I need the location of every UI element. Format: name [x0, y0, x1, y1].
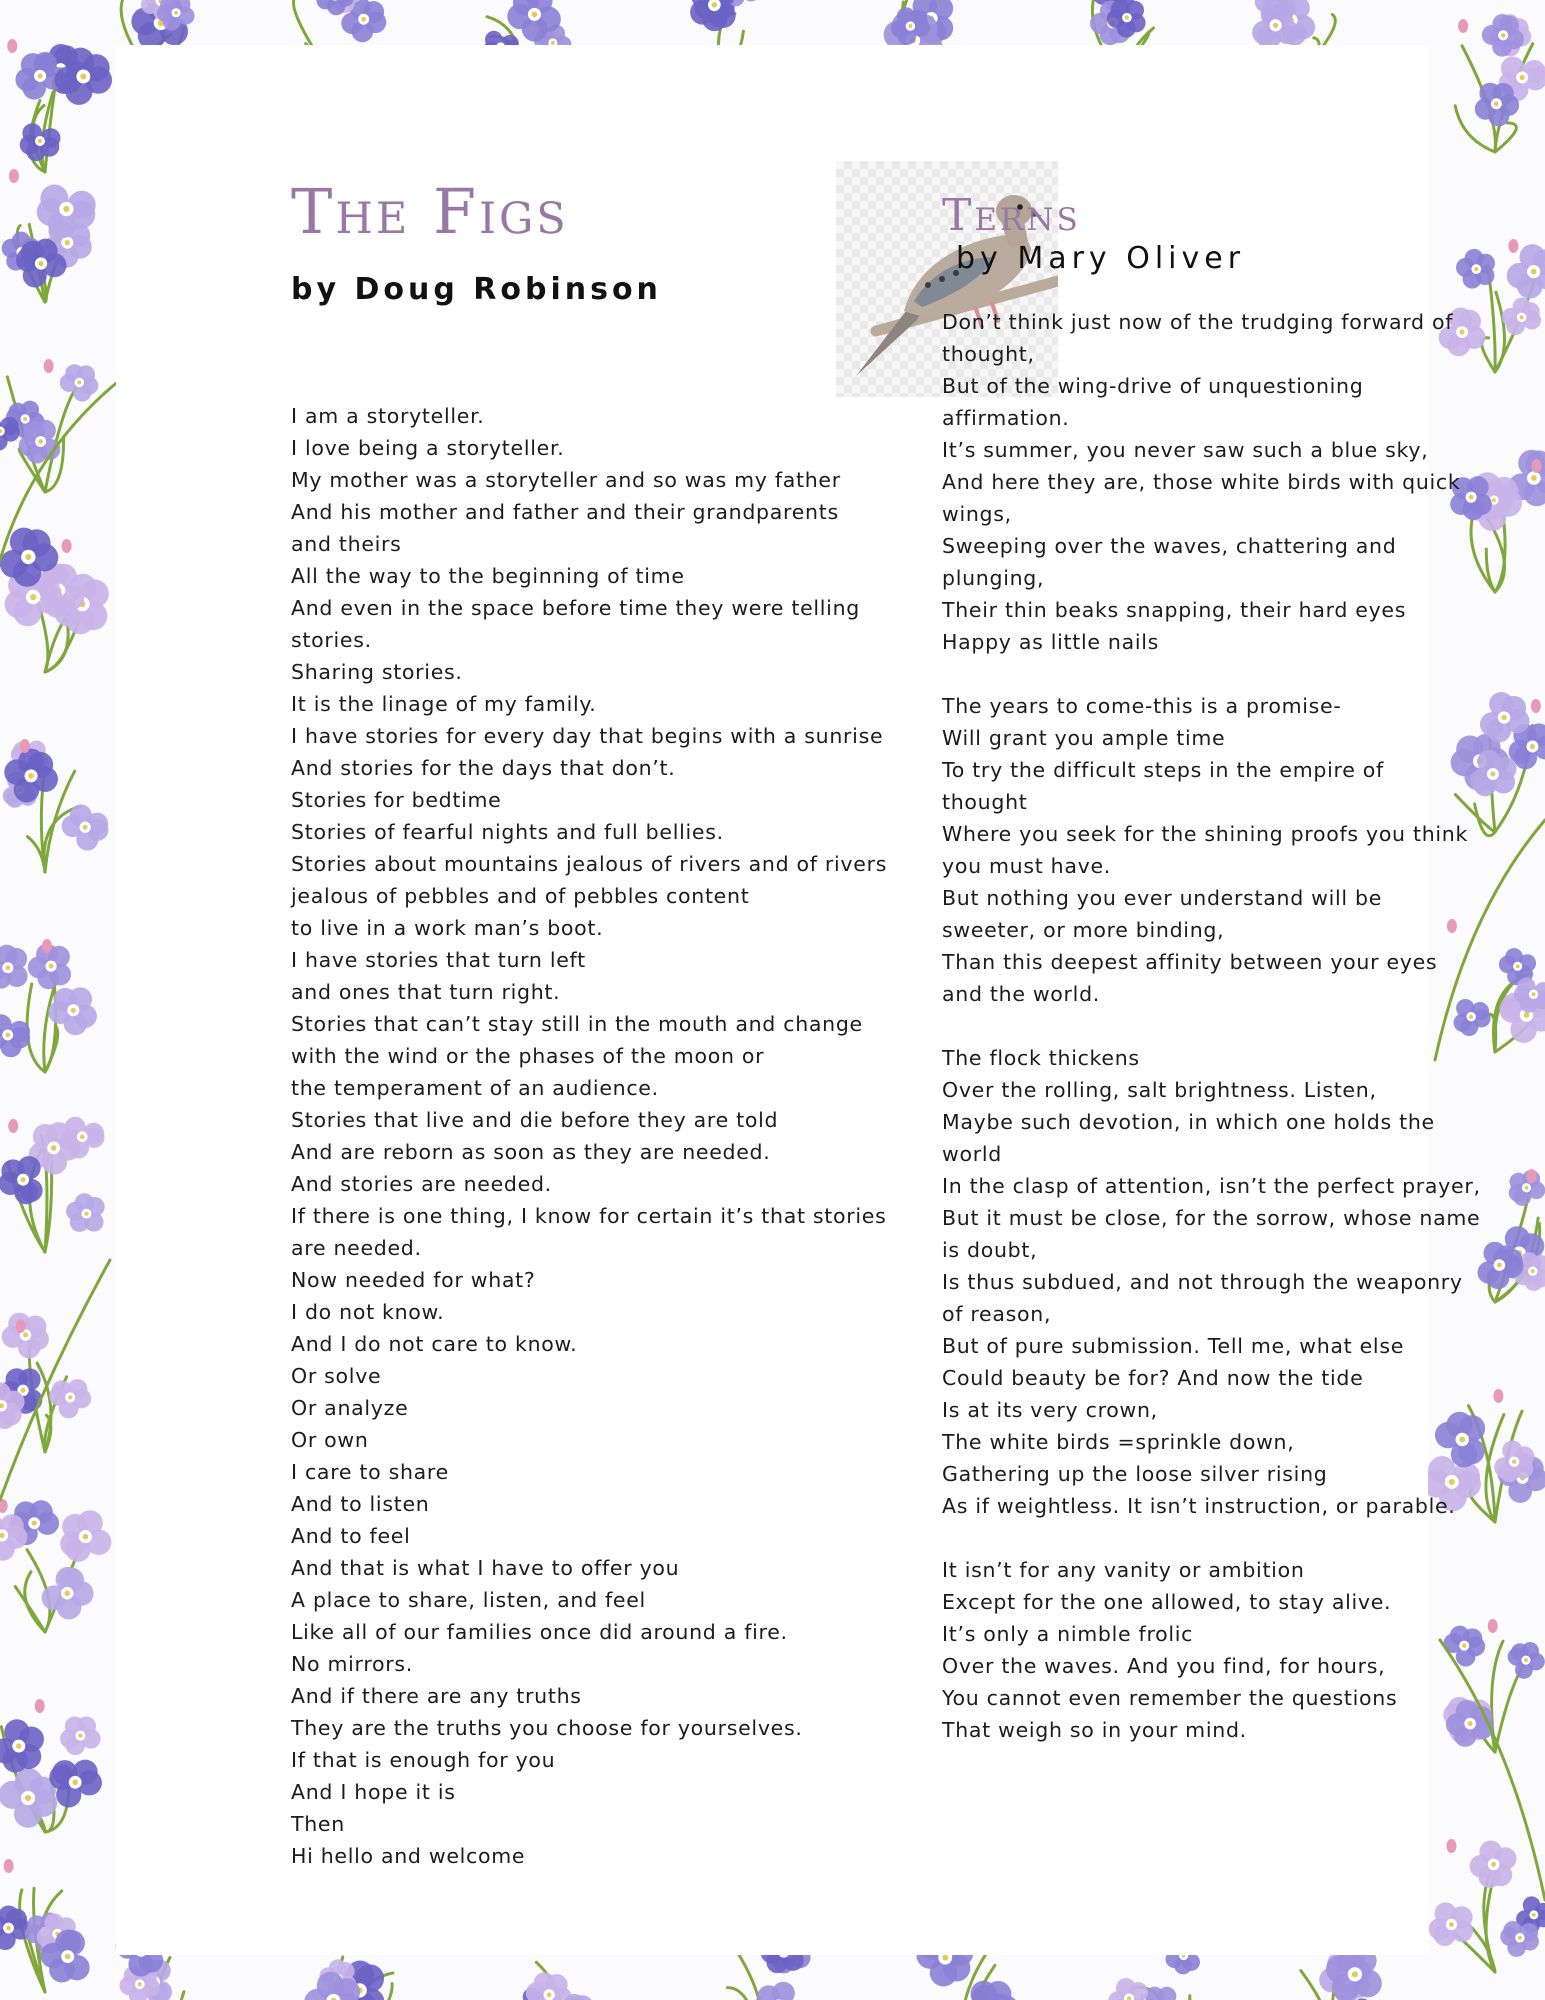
poem-line: Stories for bedtime [291, 788, 502, 812]
poem-line: Is at its very crown, [942, 1398, 1158, 1422]
poem-line: To try the difficult steps in the empire of [942, 758, 1384, 782]
poem-line: Their thin beaks snapping, their hard eyes [942, 598, 1407, 622]
poem-line: Stories about mountains jealous of rivers and of rivers [291, 852, 888, 876]
poem-line: The flock thickens [942, 1046, 1140, 1070]
poem-line: It’s summer, you never saw such a blue sky, [942, 438, 1429, 462]
poem-line: No mirrors. [291, 1652, 413, 1676]
poem-line: And I hope it is [291, 1780, 456, 1804]
poem-line: They are the truths you choose for yourselves. [291, 1716, 803, 1740]
poem-line: Stories that can’t stay still in the mouth and change [291, 1012, 863, 1036]
poem-author: by Mary Oliver [956, 241, 1246, 276]
poem-line: Or analyze [291, 1396, 409, 1420]
poem-line: But of the wing-drive of unquestioning [942, 374, 1364, 398]
poem-line: wings, [942, 502, 1012, 526]
poem-line: It is the linage of my family. [291, 692, 597, 716]
poem-line: Could beauty be for? And now the tide [942, 1366, 1364, 1390]
poem-line: you must have. [942, 854, 1111, 878]
poem-line: thought [942, 790, 1028, 814]
poem-line: thought, [942, 342, 1035, 366]
poem-line: Over the rolling, salt brightness. Listen, [942, 1078, 1377, 1102]
poem-line: All the way to the beginning of time [291, 564, 685, 588]
poem-line: Over the waves. And you find, for hours, [942, 1654, 1386, 1678]
poem-line: And stories are needed. [291, 1172, 552, 1196]
poem-line: jealous of pebbles and of pebbles content [291, 884, 750, 908]
poem-line: and theirs [291, 532, 402, 556]
poem-line: Will grant you ample time [942, 726, 1226, 750]
poem-line: I have stories for every day that begins with a sunrise [291, 724, 884, 748]
poem-line: Or solve [291, 1364, 382, 1388]
poem-stanza [942, 1042, 1481, 1522]
poem-line: Where you seek for the shining proofs you think [942, 822, 1469, 846]
poem-line: Sharing stories. [291, 660, 463, 684]
poem-line: And are reborn as soon as they are needed. [291, 1140, 771, 1164]
poem-line: Gathering up the loose silver rising [942, 1462, 1328, 1486]
poem-line: and the world. [942, 982, 1101, 1006]
poem-line: It isn’t for any vanity or ambition [942, 1558, 1305, 1582]
poem-line: sweeter, or more binding, [942, 918, 1225, 942]
poem-title: Terns [942, 190, 1081, 241]
poem-line: That weigh so in your mind. [942, 1718, 1247, 1742]
poem-line: And to listen [291, 1492, 430, 1516]
poem-line: and ones that turn right. [291, 980, 561, 1004]
poem-line: If there is one thing, I know for certain it’s that stories [291, 1204, 887, 1228]
poem-stanza [942, 306, 1481, 658]
poem-line: Than this deepest affinity between your eyes [942, 950, 1438, 974]
poem-line: As if weightless. It isn’t instruction, or parable. [942, 1494, 1456, 1518]
poem-line: And to feel [291, 1524, 411, 1548]
poem-line: But of pure submission. Tell me, what else [942, 1334, 1405, 1358]
poem-line: I am a storyteller. [291, 404, 485, 428]
poem-line: But it must be close, for the sorrow, whose name [942, 1206, 1481, 1230]
poem-line: The white birds =sprinkle down, [942, 1430, 1295, 1454]
poem-line: I have stories that turn left [291, 948, 586, 972]
poem-line: stories. [291, 628, 372, 652]
poem-line: Except for the one allowed, to stay alive. [942, 1590, 1392, 1614]
poem-line: plunging, [942, 566, 1045, 590]
poem-line: is doubt, [942, 1238, 1038, 1262]
poem-line: Maybe such devotion, in which one holds the [942, 1110, 1435, 1134]
poem-line: Sweeping over the waves, chattering and [942, 534, 1397, 558]
poem-line: The years to come-this is a promise- [942, 694, 1342, 718]
poem-body [942, 306, 1481, 1746]
poem-author: by Doug Robinson [291, 272, 662, 307]
poem-line: But nothing you ever understand will be [942, 886, 1383, 910]
poem-line: I do not know. [291, 1300, 445, 1324]
poem-line: And his mother and father and their grandparents [291, 500, 839, 524]
poem-line: Now needed for what? [291, 1268, 536, 1292]
poem-line: And I do not care to know. [291, 1332, 578, 1356]
poem-line: A place to share, listen, and feel [291, 1588, 646, 1612]
poem-line: the temperament of an audience. [291, 1076, 659, 1100]
poem-line: affirmation. [942, 406, 1070, 430]
poem-title: The Figs [291, 175, 569, 248]
poem-stanza [942, 1554, 1481, 1746]
poem-line: of reason, [942, 1302, 1052, 1326]
poem-line: to live in a work man’s boot. [291, 916, 604, 940]
poem-body [291, 400, 887, 1872]
poem-line: You cannot even remember the questions [942, 1686, 1398, 1710]
poem-line: Or own [291, 1428, 369, 1452]
poem-line: I love being a storyteller. [291, 436, 565, 460]
poem-line: Happy as little nails [942, 630, 1160, 654]
poem-line: Hi hello and welcome [291, 1844, 526, 1868]
poem-line: Then [291, 1812, 345, 1836]
poem-line: Is thus subdued, and not through the weaponry [942, 1270, 1463, 1294]
poem-line: are needed. [291, 1236, 422, 1260]
poem-line: And here they are, those white birds with quick [942, 470, 1461, 494]
poem-line: Don’t think just now of the trudging forward of [942, 310, 1454, 334]
poem-line: Like all of our families once did around a fire. [291, 1620, 788, 1644]
poem-line: If that is enough for you [291, 1748, 556, 1772]
poem-line: Stories that live and die before they are told [291, 1108, 779, 1132]
poem-line: I care to share [291, 1460, 449, 1484]
poem-line: And if there are any truths [291, 1684, 582, 1708]
poem-line: And stories for the days that don’t. [291, 756, 676, 780]
poem-line: world [942, 1142, 1002, 1166]
poem-stanza [942, 690, 1481, 1010]
poem-line: And even in the space before time they were telling [291, 596, 860, 620]
poem-line: with the wind or the phases of the moon or [291, 1044, 765, 1068]
poem-line: In the clasp of attention, isn’t the perfect prayer, [942, 1174, 1481, 1198]
poem-line: It’s only a nimble frolic [942, 1622, 1194, 1646]
poem-line: My mother was a storyteller and so was my father [291, 468, 841, 492]
poem-sheet [116, 45, 1481, 1955]
poem-line: Stories of fearful nights and full bellies. [291, 820, 724, 844]
poem-line: And that is what I have to offer you [291, 1556, 680, 1580]
